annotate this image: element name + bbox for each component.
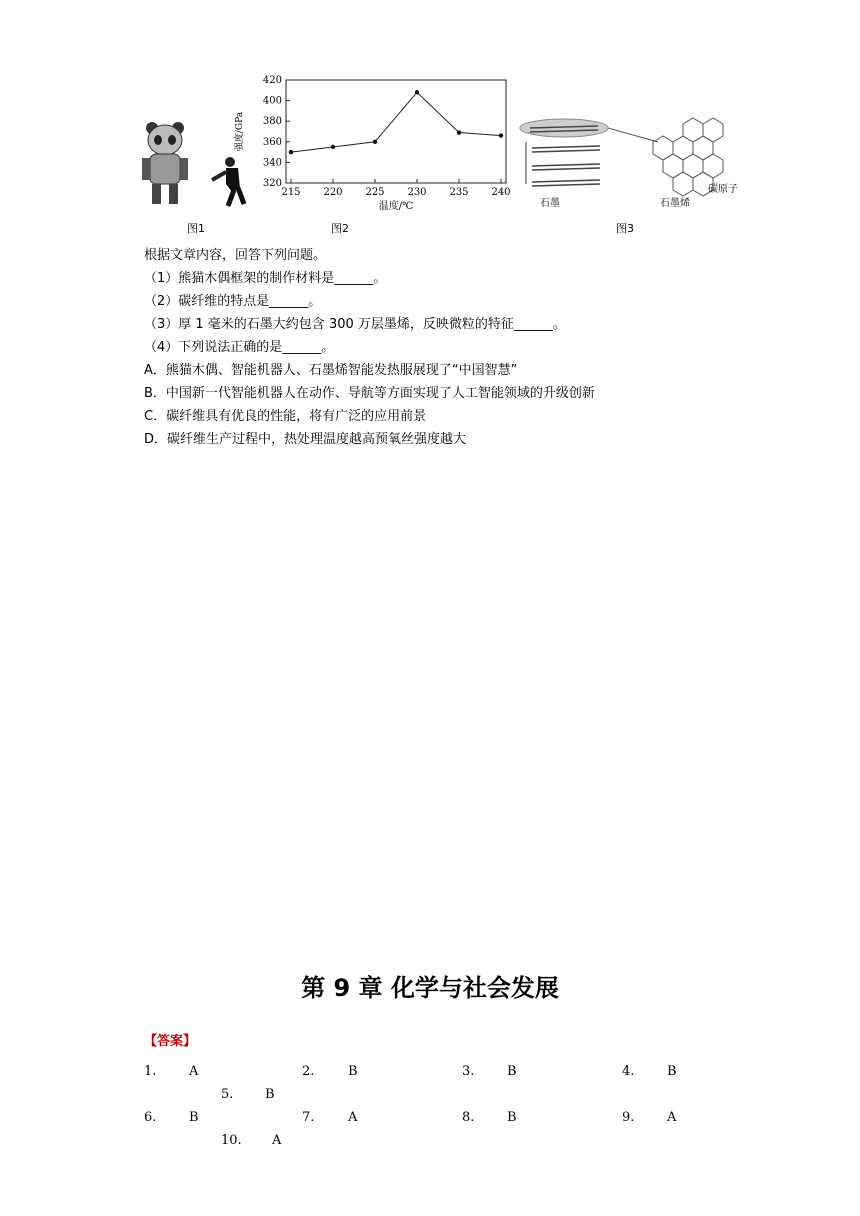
x-tick-label: 240 xyxy=(491,187,511,198)
option-d: D．碳纤维生产过程中，热处理温度越高预氧丝强度越大 xyxy=(144,432,467,447)
x-tick-label: 215 xyxy=(281,187,301,198)
figure-3-caption: 图3 xyxy=(616,222,634,235)
figure-2-chart xyxy=(228,70,520,218)
graphene-label: 石墨烯 xyxy=(660,198,690,209)
option-a: A．熊猫木偶、智能机器人、石墨烯智能发热服展现了“中国智慧” xyxy=(144,363,518,378)
answer-number: 8. xyxy=(462,1110,475,1125)
series-line xyxy=(291,92,501,152)
questions-intro: 根据文章内容，回答下列问题。 xyxy=(144,248,327,263)
option-b: B．中国新一代智能机器人在动作、导航等方面实现了人工智能领域的升级创新 xyxy=(144,386,595,401)
data-point xyxy=(415,90,419,94)
chapter-title: 第 9 章 化学与社会发展 xyxy=(301,974,559,1002)
data-point xyxy=(331,145,335,149)
question-1: （1）熊猫木偶框架的制作材料是______。 xyxy=(144,271,387,286)
figure-1-caption: 图1 xyxy=(187,222,205,235)
answer-number: 3. xyxy=(462,1064,475,1079)
data-point xyxy=(373,140,377,144)
y-tick-label: 320 xyxy=(262,178,282,189)
answer-value: B xyxy=(189,1110,199,1125)
answer-tag: 【答案】 xyxy=(144,1034,197,1049)
answer-number: 9. xyxy=(622,1110,635,1125)
data-point xyxy=(289,150,293,154)
carbon-atom-label: 碳原子 xyxy=(708,184,738,195)
data-point xyxy=(499,133,503,137)
option-c: C．碳纤维具有优良的性能，将有广泛的应用前景 xyxy=(144,409,427,424)
y-tick-label: 380 xyxy=(262,116,282,128)
y-tick-label: 360 xyxy=(262,136,282,148)
question-4: （4）下列说法正确的是______。 xyxy=(144,340,335,355)
figure-2-caption: 图2 xyxy=(331,222,349,235)
data-point xyxy=(457,130,461,134)
answer-number: 4. xyxy=(622,1064,635,1079)
figure-3-image xyxy=(518,112,758,210)
y-axis-label: 强度/GPa xyxy=(235,111,245,152)
graphite-label: 石墨 xyxy=(540,198,560,209)
x-tick-label: 230 xyxy=(407,187,427,198)
answer-number: 6. xyxy=(144,1110,157,1125)
x-tick-label: 235 xyxy=(449,187,469,198)
answer-number: 2. xyxy=(302,1064,315,1079)
answer-value: A xyxy=(348,1110,358,1125)
answer-value: A xyxy=(667,1110,677,1125)
y-tick-label: 340 xyxy=(262,157,282,169)
answer-value: B xyxy=(265,1087,275,1102)
plot-frame xyxy=(286,80,506,183)
answer-value: B xyxy=(507,1064,517,1079)
x-tick-label: 225 xyxy=(365,187,385,198)
answer-number: 1. xyxy=(144,1064,157,1079)
y-tick-label: 420 xyxy=(262,75,282,86)
answer-value: A xyxy=(189,1064,199,1079)
answer-value: B xyxy=(507,1110,517,1125)
answer-number: 7. xyxy=(302,1110,315,1125)
question-3: （3）厚 1 毫米的石墨大约包含 300 万层墨烯，反映微粒的特征______。 xyxy=(144,317,566,332)
answer-number: 5. xyxy=(221,1087,234,1102)
x-tick-label: 220 xyxy=(323,187,343,198)
question-2: （2）碳纤维的特点是______。 xyxy=(144,294,322,309)
answer-number: 10. xyxy=(221,1133,242,1148)
answer-value: B xyxy=(348,1064,358,1079)
answer-value: B xyxy=(667,1064,677,1079)
x-axis-label: 温度/℃ xyxy=(378,201,414,212)
y-tick-label: 400 xyxy=(262,95,282,107)
answer-value: A xyxy=(272,1133,282,1148)
